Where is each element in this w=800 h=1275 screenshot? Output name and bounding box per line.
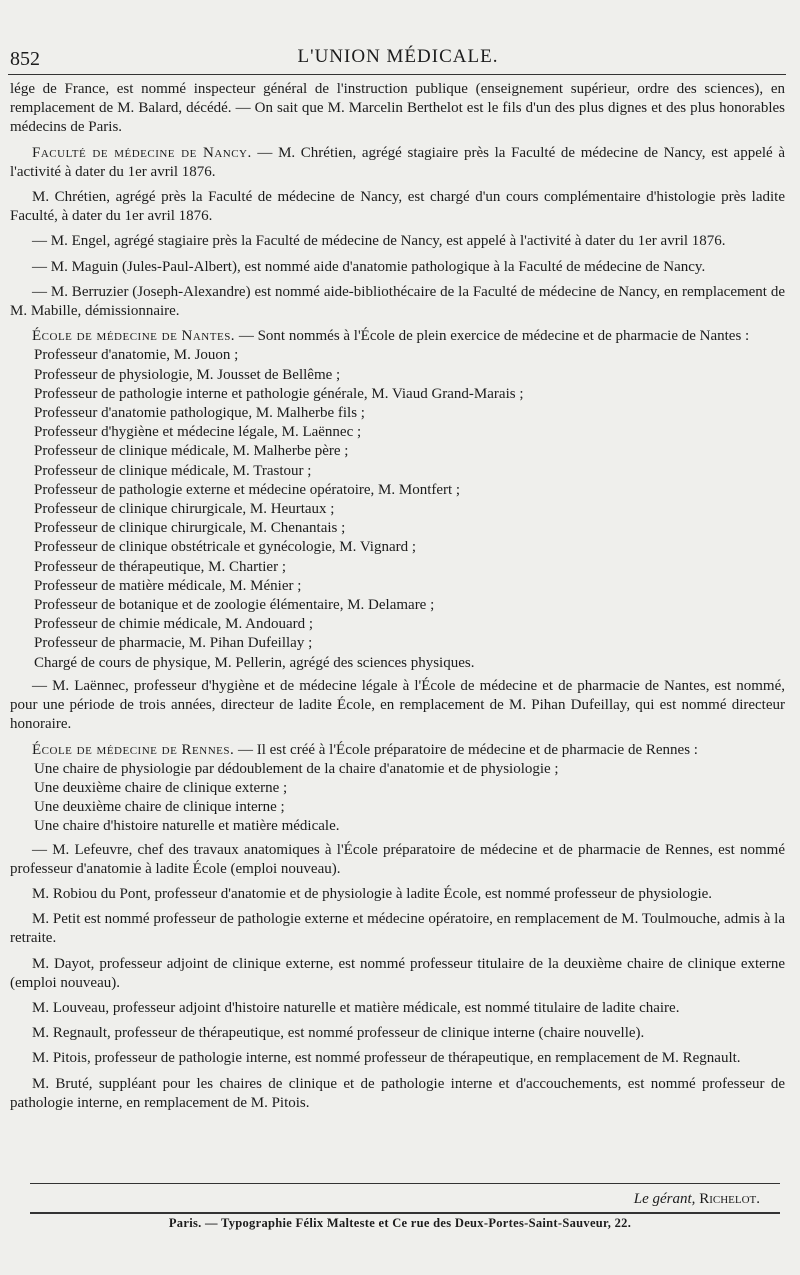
- list-item: Une chaire d'histoire naturelle et matière médicale.: [34, 818, 340, 835]
- paragraph-regnault: M. Regnault, professeur de thérapeutique, est nommé professeur de clinique interne (chaire nouvelle).: [32, 1025, 645, 1042]
- paragraph-petit: M. Petit est nommé professeur de pathologie externe et médecine opératoire, en remplacement de M. Toulmouche, admis à la retraite.: [10, 911, 785, 947]
- paragraph-nantes: [10, 327, 785, 346]
- signature-label: Le gérant,: [633, 1191, 696, 1207]
- article-body: [10, 80, 785, 1119]
- printer-imprint: Paris. — Typographie Félix Malteste et Ce rue des Deux-Portes-Saint-Sauveur, 22.: [168, 1216, 632, 1230]
- list-item: Professeur de pathologie interne et pathologie générale, M. Viaud Grand-Marais ;: [34, 385, 524, 402]
- page-header: [10, 44, 786, 72]
- header-rule: [8, 74, 786, 75]
- list-item: Une deuxième chaire de clinique interne ;: [34, 799, 285, 816]
- list-item: Professeur de clinique chirurgicale, M. Heurtaux ;: [34, 501, 335, 518]
- list-item: Professeur de clinique médicale, M. Malherbe père ;: [34, 443, 349, 460]
- paragraph-text: — Il est créé à l'École préparatoire de médecine et de pharmacie de Rennes :: [234, 741, 698, 758]
- section-heading-nantes: École de médecine de Nantes.: [32, 328, 236, 345]
- list-item: Une chaire de physiologie par dédoublement de la chaire d'anatomie et de physiologie ;: [34, 760, 559, 777]
- footer-rule: [30, 1183, 780, 1184]
- paragraph-engel: — M. Engel, agrégé stagiaire près la Faculté de médecine de Nancy, est appelé à l'activité à dater du 1er avril 1876.: [32, 233, 726, 250]
- list-item: Professeur de physiologie, M. Jousset de Bellême ;: [34, 366, 341, 383]
- list-item: Professeur de clinique médicale, M. Trastour ;: [34, 462, 312, 479]
- paragraph-berruzier: — M. Berruzier (Joseph-Alexandre) est nommé aide-bibliothécaire de la Faculté de médecine de Nancy, en remplacement de M. Mabille, démissionnaire.: [10, 283, 785, 320]
- paragraph-berthelot: lége de France, est nommé inspecteur général de l'instruction publique (enseignement supérieur, ordre des sciences), en remplacement de M. Balard, décédé. — On sait que M. Marcelin Berthelot est le fils d'un des plus dignes et des plus honorables médecins de Paris.: [10, 81, 785, 136]
- section-heading-rennes: École de médecine de Rennes.: [32, 741, 235, 758]
- list-item: Professeur d'anatomie, M. Jouon ;: [34, 347, 239, 364]
- rennes-chair-list: [34, 760, 785, 837]
- list-item: Professeur de clinique chirurgicale, M. Chenantais ;: [34, 520, 346, 537]
- imprint-rule: [30, 1212, 780, 1214]
- page-number: 852: [10, 48, 40, 70]
- list-item: Professeur de pathologie externe et médecine opératoire, M. Montfert ;: [34, 481, 461, 498]
- list-item: Une deuxième chaire de clinique externe ;: [34, 779, 288, 796]
- paragraph-maguin: — M. Maguin (Jules-Paul-Albert), est nommé aide d'anatomie pathologique à la Faculté de médecine de Nancy.: [32, 258, 706, 275]
- paragraph-louveau: M. Louveau, professeur adjoint d'histoire naturelle et matière médicale, est nommé titulaire de ladite chaire.: [32, 999, 680, 1016]
- list-item: Professeur de botanique et de zoologie élémentaire, M. Delamare ;: [34, 597, 435, 614]
- paragraph-text: — M. Chrétien, agrégé stagiaire près la Faculté de médecine de Nancy, est appelé à l'activité à dater du 1er avril 1876.: [10, 144, 785, 180]
- list-item: Professeur de clinique obstétricale et gynécologie, M. Vignard ;: [34, 539, 417, 556]
- list-item: Chargé de cours de physique, M. Pellerin, agrégé des sciences physiques.: [34, 654, 475, 671]
- paragraph-brute: M. Bruté, suppléant pour les chaires de clinique et de pathologie interne et d'accouchements, est nommé professeur de pathologie interne, en remplacement de M. Pitois.: [10, 1075, 785, 1111]
- list-item: Professeur de thérapeutique, M. Chartier ;: [34, 558, 287, 575]
- signature-name: Richelot.: [699, 1191, 760, 1207]
- paragraph-nancy-chretien: [10, 144, 785, 182]
- section-heading-nancy: Faculté de médecine de Nancy.: [32, 144, 252, 161]
- paragraph-chretien-histologie: M. Chrétien, agrégé près la Faculté de médecine de Nancy, est chargé d'un cours complémentaire d'histologie près ladite Faculté, à dater du 1er avril 1876.: [10, 189, 785, 225]
- list-item: Professeur de pharmacie, M. Pihan Dufeillay ;: [34, 635, 313, 652]
- paragraph-pitois: M. Pitois, professeur de pathologie interne, est nommé professeur de thérapeutique, en remplacement de M. Regnault.: [32, 1050, 741, 1067]
- paragraph-laennec: — M. Laënnec, professeur d'hygiène et de médecine légale à l'École de médecine et de pharmacie de Nantes, est nommé, pour une période de trois années, directeur de ladite École, en remplacement de M. Pihan Dufeillay, qui est nommé directeur honoraire.: [10, 677, 785, 733]
- paragraph-lefeuvre: — M. Lefeuvre, chef des travaux anatomiques à l'École préparatoire de médecine et de pharmacie de Rennes, est nommé professeur d'anatomie à ladite École (emploi nouveau).: [10, 841, 785, 877]
- paragraph-robiou: M. Robiou du Pont, professeur d'anatomie et de physiologie à ladite École, est nommé professeur de physiologie.: [32, 885, 713, 902]
- signature: [634, 1191, 760, 1208]
- list-item: Professeur de chimie médicale, M. Andouard ;: [34, 616, 314, 633]
- paragraph-rennes: [10, 741, 785, 760]
- paragraph-text: — Sont nommés à l'École de plein exercice de médecine et de pharmacie de Nantes :: [235, 328, 750, 345]
- running-title: L'UNION MÉDICALE.: [297, 46, 499, 67]
- list-item: Professeur d'anatomie pathologique, M. Malherbe fils ;: [34, 405, 365, 422]
- paragraph-dayot: M. Dayot, professeur adjoint de clinique externe, est nommé professeur titulaire de la deuxième chaire de clinique externe (emploi nouveau).: [10, 955, 785, 991]
- list-item: Professeur de matière médicale, M. Ménier ;: [34, 577, 302, 594]
- list-item: Professeur d'hygiène et médecine légale, M. Laënnec ;: [34, 424, 362, 441]
- nantes-professor-list: [34, 346, 785, 672]
